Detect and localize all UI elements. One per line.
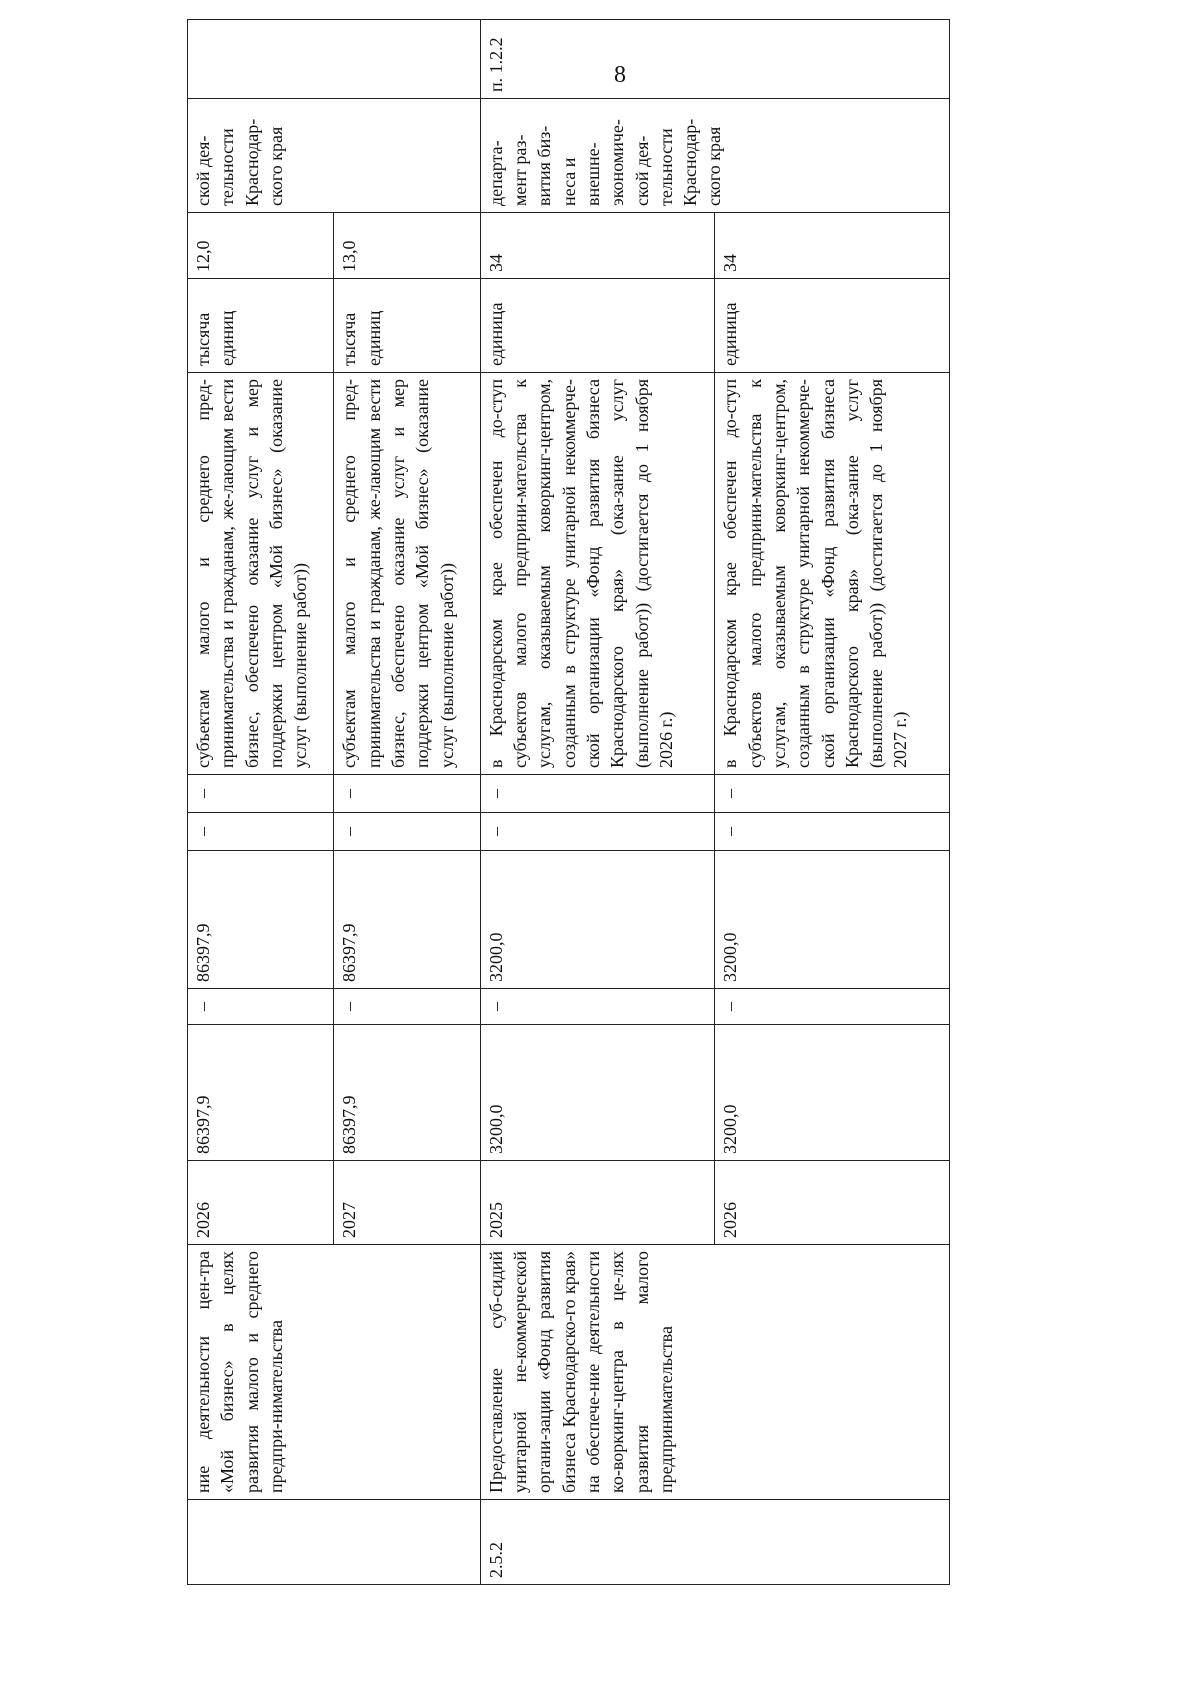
cell-reference (188, 20, 481, 99)
cell-year: 2025 (480, 1161, 715, 1245)
cell-unit: тысяча единиц (334, 279, 480, 373)
cell-other: – (334, 775, 480, 813)
cell-reference: п. 1.2.2 (480, 20, 949, 99)
cell-unit: единица (480, 279, 715, 373)
cell-value: 12,0 (188, 213, 334, 279)
cell-value: 13,0 (334, 213, 480, 279)
cell-year: 2026 (188, 1161, 334, 1245)
cell-total: 86397,9 (188, 1025, 334, 1161)
cell-regional: 86397,9 (188, 851, 334, 989)
cell-year: 2027 (334, 1161, 480, 1245)
cell-other: – (715, 775, 950, 813)
cell-regional: 3200,0 (480, 851, 715, 989)
cell-value: 34 (480, 213, 715, 279)
cell-result: субъектам малого и среднего пред-принимательства и гражданам, же-лающим вести бизнес, обеспечено оказание услуг и мер поддержки центром «Мой бизнес» (оказание услуг (выполнение работ)) (334, 373, 480, 775)
cell-total: 86397,9 (334, 1025, 480, 1161)
cell-total: 3200,0 (480, 1025, 715, 1161)
table-row (480, 20, 715, 1585)
cell-other: – (480, 775, 715, 813)
cell-local: – (188, 813, 334, 851)
cell-result: в Краснодарском крае обеспечен до-ступ субъектов малого предприни-мательства к услугам, оказываемым коворкинг-центром, созданным в структуре унитарной некоммерче-ской организации «Фонд развития бизнеса Краснодарского края» (ока-зание услуг (выполнение работ)) (достигается до 1 ноября 2027 г.) (715, 373, 950, 775)
rotated-table-frame (187, 37, 950, 1585)
page-number: 8 (614, 62, 626, 88)
table-row (188, 20, 334, 1585)
cell-federal: – (334, 989, 480, 1025)
cell-federal: – (188, 989, 334, 1025)
cell-total: 3200,0 (715, 1025, 950, 1161)
cell-federal: – (715, 989, 950, 1025)
cell-local: – (334, 813, 480, 851)
cell-regional: 86397,9 (334, 851, 480, 989)
cell-number: 2.5.2 (480, 1500, 949, 1585)
cell-executor: ской дея-тельности Краснодар-ского края (188, 99, 481, 213)
cell-result: субъектам малого и среднего пред-принимательства и гражданам, же-лающим вести бизнес, обеспечено оказание услуг и мер поддержки центром «Мой бизнес» (оказание услуг (выполнение работ)) (188, 373, 334, 775)
cell-value: 34 (715, 213, 950, 279)
cell-local: – (715, 813, 950, 851)
cell-event-name: ние деятельности цен-тра «Мой бизнес» в целях развития малого и среднего предпри-нимательства (188, 1245, 481, 1500)
cell-unit: единица (715, 279, 950, 373)
cell-regional: 3200,0 (715, 851, 950, 989)
cell-other: – (188, 775, 334, 813)
cell-local: – (480, 813, 715, 851)
cell-federal: – (480, 989, 715, 1025)
cell-result: в Краснодарском крае обеспечен до-ступ субъектов малого предприни-мательства к услугам, оказываемым коворкинг-центром, созданным в структуре унитарной некоммерче-ской организации «Фонд развития бизнеса Краснодарского края» (ока-зание услуг (выполнение работ)) (достигается до 1 ноября 2026 г.) (480, 373, 715, 775)
program-table (187, 19, 950, 1585)
cell-year: 2026 (715, 1161, 950, 1245)
cell-event-name: Предоставление суб-сидий унитарной не-коммерческой органи-зации «Фонд развития бизнеса Краснодарско-го края» на обеспече-ние деятельности ко-воркинг-центра в це-лях развития малого предпринимательства (480, 1245, 949, 1500)
cell-unit: тысяча единиц (188, 279, 334, 373)
cell-executor: департа-мент раз-вития биз-неса и внешне-экономиче-ской дея-тельности Краснодар-ского края (480, 99, 949, 213)
cell-number (188, 1500, 481, 1585)
